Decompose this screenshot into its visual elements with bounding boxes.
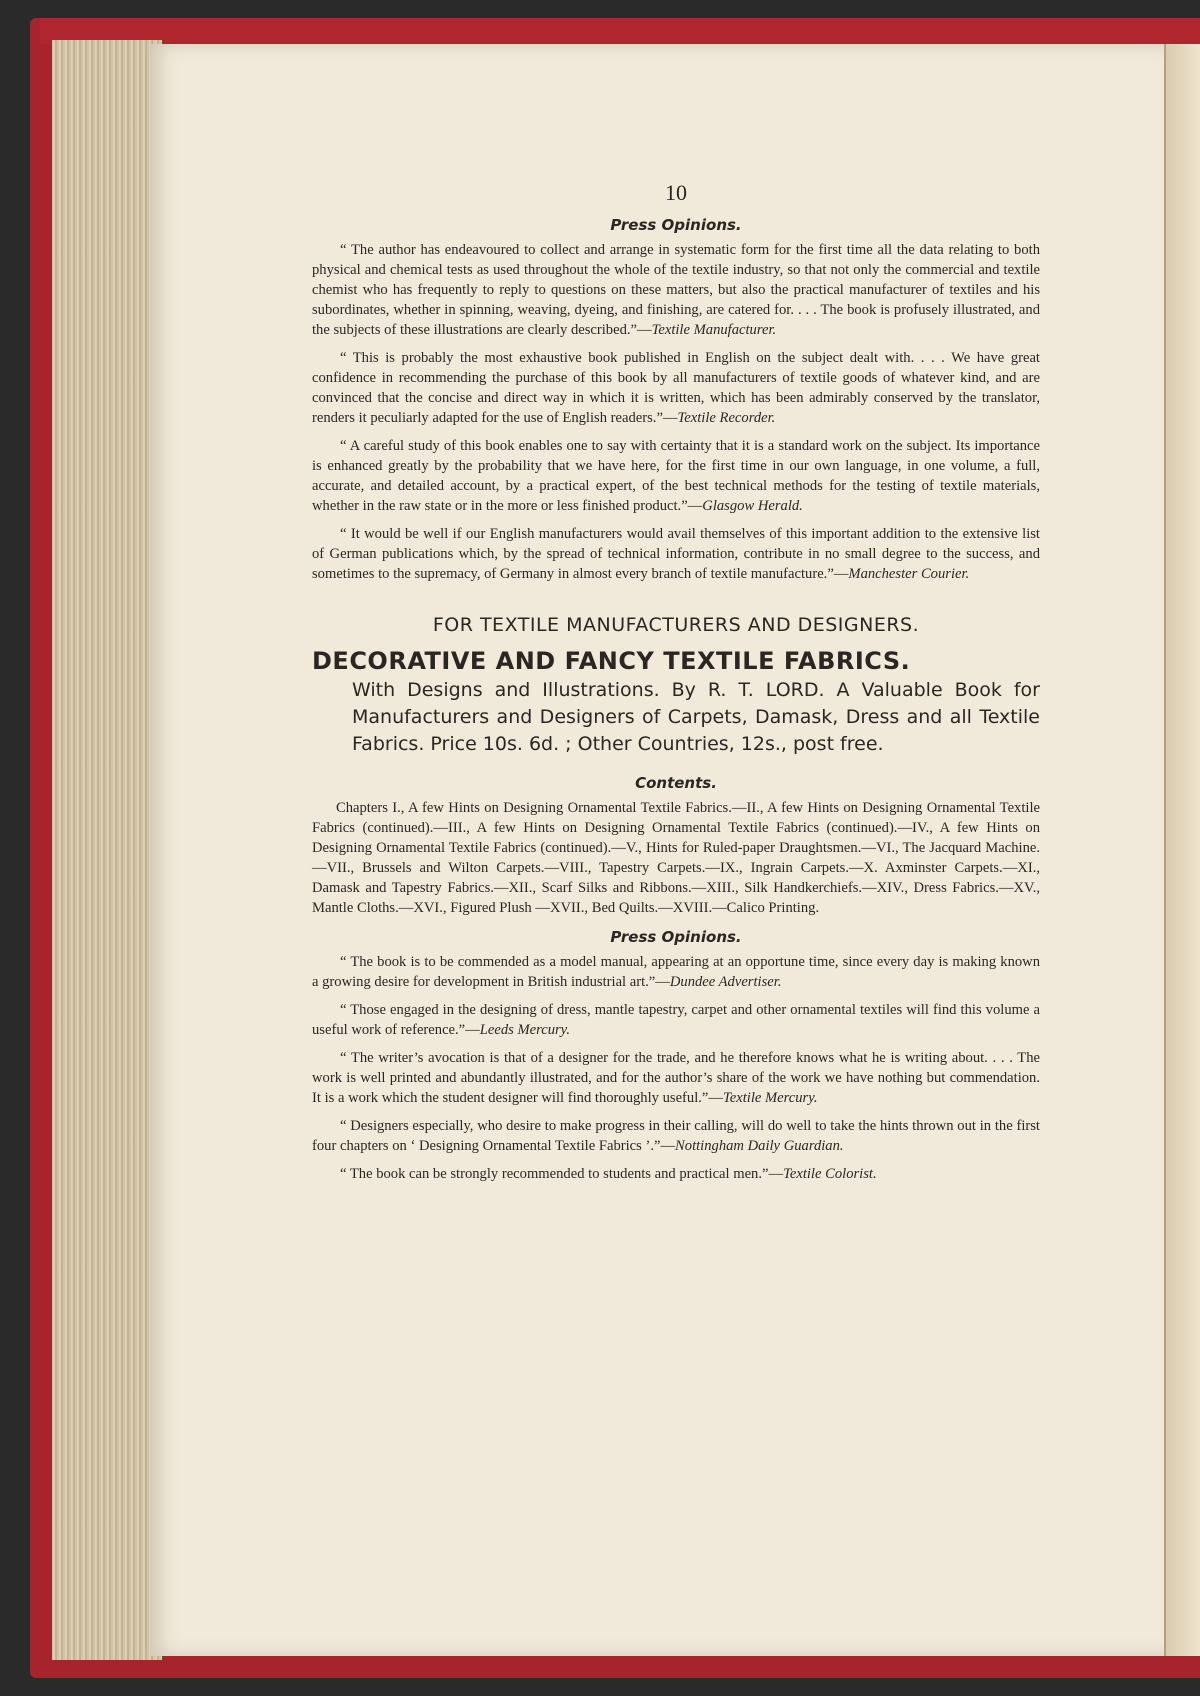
- page-number: 10: [665, 180, 687, 205]
- quote-text: “ The book is to be commended as a model manual, appearing at an opportune time, since every day is making known a growing desire for development in British industrial art.”—: [312, 954, 1040, 990]
- quote-text: “ The book can be strongly recommended to students and practical men.”—: [340, 1166, 784, 1182]
- press-quote: [312, 1048, 1040, 1108]
- page-stack-edges: [52, 40, 162, 1660]
- contents-list: Chapters I., A few Hints on Designing Ornamental Textile Fabrics.—II., A few Hints on Designing Ornamental Textile Fabrics (continued).—III., A few Hints on Designing Ornamental Textile Fabrics (continued).—IV., A few Hints on Designing Ornamental Textile Fabrics (continued).—V., Hints for Ruled-paper Draughtsmen.—VI., The Jacquard Machine.—VII., Brussels and Wilton Carpets.—VIII., Tapestry Carpets.—IX., Ingrain Carpets.—X. Axminster Carpets.—XI., Damask and Tapestry Fabrics.—XII., Scarf Silks and Ribbons.—XIII., Silk Handkerchiefs.—XIV., Dress Fabrics.—XV., Mantle Cloths.—XVI., Figured Plush —XVII., Bed Quilts.—XVIII.—Calico Printing.: [312, 800, 1040, 916]
- press-opinions-heading: Press Opinions.: [610, 928, 742, 946]
- page-content: [312, 180, 1040, 1192]
- facing-page-edge: [1164, 44, 1200, 1656]
- quote-text: “ This is probably the most exhaustive book published in English on the subject dealt with. . . . We have great confidence in recommending the purchase of this book by all manufacturers of textile goods of whatever kind, and are convinced that the concise and direct way in which it is written, which has been admirably conserved by the translator, renders it peculiarly adapted for the use of English readers.”—: [312, 350, 1040, 426]
- quote-text: “ The writer’s avocation is that of a designer for the trade, and he therefore knows what he is writing about. . . . The work is well printed and abundantly illustrated, and for the author’s share of the work we have nothing but commendation. It is a work which the student designer will find thoroughly useful.”—: [312, 1050, 1040, 1106]
- quote-source: Glasgow Herald.: [702, 498, 803, 514]
- quote-source: Dundee Advertiser.: [669, 974, 782, 990]
- quote-source: Textile Mercury.: [722, 1090, 818, 1106]
- book-title: DECORATIVE AND FANCY TEXTILE FABRICS.: [312, 647, 911, 675]
- contents-heading: Contents.: [635, 774, 717, 792]
- quote-text: “ A careful study of this book enables one to say with certainty that it is a standard work on the subject. Its importance is enhanced greatly by the probability that we have here, for the first time in our own language, in one volume, a full, accurate, and detailed account, by a practical expert, of the best technical methods for the testing of textile materials, whether in the raw state or in the more or less finished product.”—: [312, 438, 1040, 514]
- quote-source: Textile Manufacturer.: [651, 322, 777, 338]
- quote-source: Leeds Mercury.: [479, 1022, 570, 1038]
- press-quote: [312, 952, 1040, 992]
- press-quote: [312, 1000, 1040, 1040]
- press-quote: [312, 1116, 1040, 1156]
- quote-source: Textile Recorder.: [677, 410, 776, 426]
- press-quote: [312, 348, 1040, 428]
- quote-source: Manchester Courier.: [848, 566, 970, 582]
- quote-source: Textile Colorist.: [783, 1166, 877, 1182]
- quote-text: “ It would be well if our English manufacturers would avail themselves of this important addition to the extensive list of German publications which, by the spread of technical information, contribute in no small degree to the success, and sometimes to the supremacy, of Germany in almost every branch of textile manufacture.”—: [312, 526, 1040, 582]
- press-quote: [312, 524, 1040, 584]
- press-quote: [312, 240, 1040, 340]
- press-quote: [312, 1164, 1040, 1184]
- quote-source: Nottingham Daily Guardian.: [675, 1138, 844, 1154]
- book-description: With Designs and Illustrations. By R. T. LORD. A Valuable Book for Manufacturers and Designers of Carpets, Damask, Dress and all Textile Fabrics. Price 10s. 6d. ; Other Countries, 12s., post free.: [352, 679, 1040, 755]
- quote-text: “ The author has endeavoured to collect and arrange in systematic form for the first time all the data relating to both physical and chemical tests as used throughout the whole of the textile industry, so that not only the commercial and textile chemist who has frequently to reply to questions on these matters, but also the practical manufacturer of textiles and his subordinates, whether in spinning, weaving, dyeing, and finishing, are catered for. . . . The book is profusely illustrated, and the subjects of these illustrations are clearly described.”—: [312, 242, 1040, 338]
- book-advertisement: [312, 648, 1040, 758]
- book-cover-top-edge: [40, 18, 1200, 44]
- quote-text: “ Designers especially, who desire to make progress in their calling, will do well to take the hints thrown out in the first four chapters on ‘ Designing Ornamental Textile Fabrics ’.”—: [312, 1118, 1040, 1154]
- audience-banner: FOR TEXTILE MANUFACTURERS AND DESIGNERS.: [432, 614, 920, 636]
- press-quote: [312, 436, 1040, 516]
- press-opinions-heading: Press Opinions.: [610, 216, 742, 234]
- quote-text: “ Those engaged in the designing of dress, mantle tapestry, carpet and other ornamental textiles will find this volume a useful work of reference.”—: [312, 1002, 1040, 1038]
